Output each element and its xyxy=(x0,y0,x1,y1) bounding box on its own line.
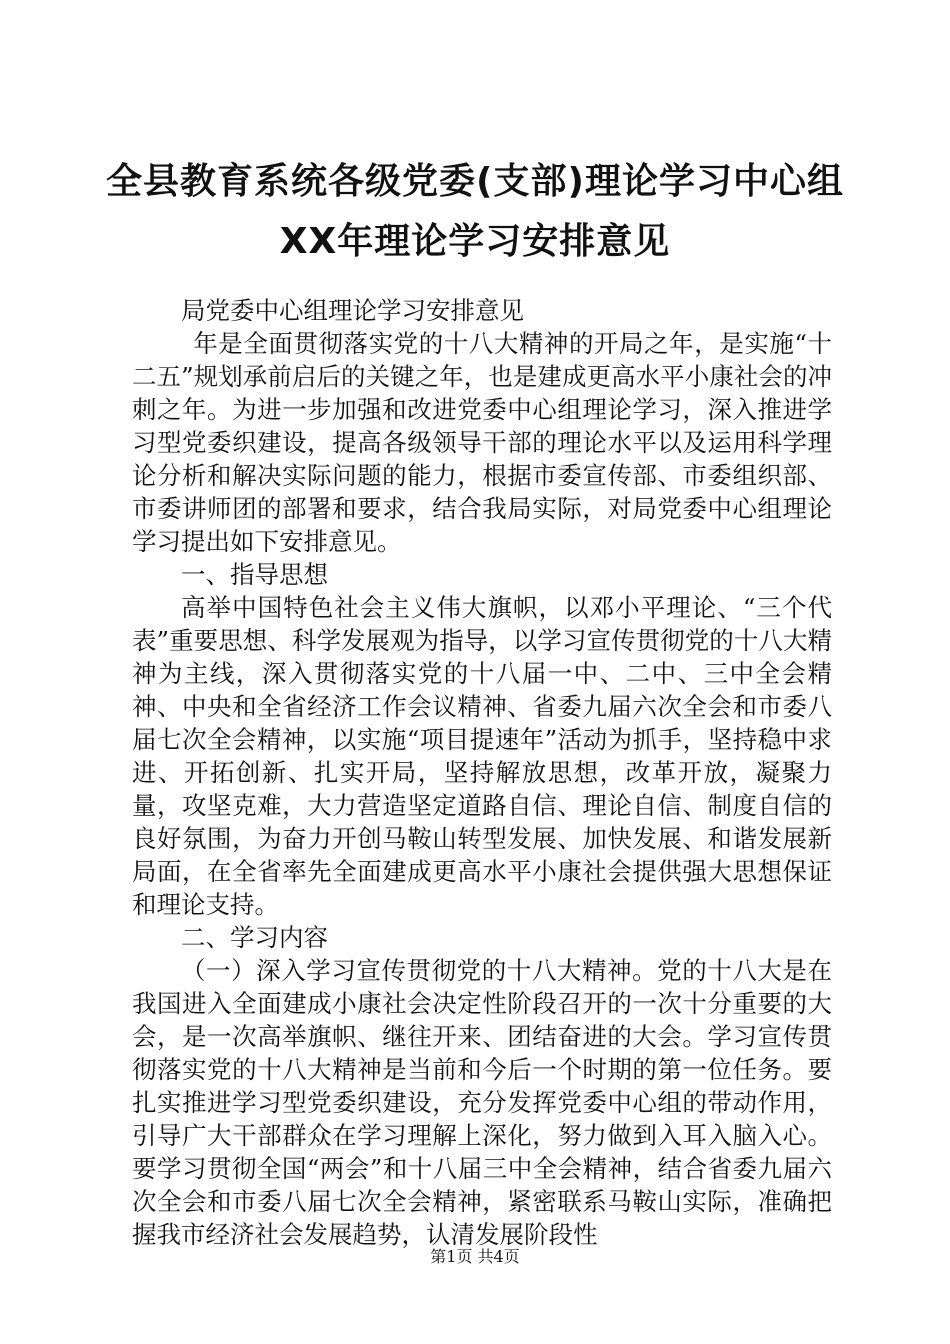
paragraph-subtitle: 局党委中心组理论学习安排意见 xyxy=(181,296,524,325)
document-body xyxy=(132,294,832,1251)
paragraph-study-content-1: （一）深入学习宣传贯彻党的十八大精神。党的十八大是在我国进入全面建成小康社会决定性阶段召开的一次十分重要的大会，是一次高举旗帜、继往开来、团结奋进的大会。学习宣传贯彻落实党的十八大精神是当前和今后一个时期的第一位任务。要扎实推进学习型党委织建设，充分发挥党委中心组的带动作用，引导广大干部群众在学习理解上深化，努力做到入耳入脑入心。要学习贯彻全国“两会”和十八届三中全会精神，结合省委九届六次全会和市委八届七次全会精神，紧密联系马鞍山实际，准确把握我市经济社会发展趋势，认清发展阶段性 xyxy=(132,956,832,1249)
document-title-line-1: 全县教育系统各级党委(支部)理论学习中心组 xyxy=(106,161,844,202)
document-title-line-2: XX年理论学习安排意见 xyxy=(279,221,671,262)
paragraph-guiding-thought: 高举中国特色社会主义伟大旗帜，以邓小平理论、“三个代表”重要思想、科学发展观为指导，以学习宣传贯彻党的十八大精神为主线，深入贯彻落实党的十八届一中、二中、三中全会精神、中央和全省经济工作会议精神、省委九届六次全会和市委八届七次全会精神，以实施“项目提速年”活动为抓手，坚持稳中求进、开拓创新、扎实开局，坚持解放思想，改革开放，凝聚力量，攻坚克难，大力营造坚定道路自信、理论自信、制度自信的良好氛围，为奋力开创马鞍山转型发展、加快发展、和谐发展新局面，在全省率先全面建成更高水平小康社会提供强大思想保证和理论支持。 xyxy=(132,593,832,919)
page-footer: 第1页 共4页 xyxy=(430,1247,520,1266)
section-heading-guiding-thought: 一、指导思想 xyxy=(181,560,328,589)
paragraph-intro: 年是全面贯彻落实党的十八大精神的开局之年，是实施“十二五”规划承前启后的关键之年，也是建成更高水平小康社会的冲刺之年。为进一步加强和改进党委中心组理论学习，深入推进学习型党委织建设，提高各级领导干部的理论水平以及运用科学理论分析和解决实际问题的能力，根据市委宣传部、市委组织部、市委讲师团的部署和要求，结合我局实际，对局党委中心组理论学习提出如下安排意见。 xyxy=(132,329,832,556)
section-heading-study-content: 二、学习内容 xyxy=(181,923,328,952)
